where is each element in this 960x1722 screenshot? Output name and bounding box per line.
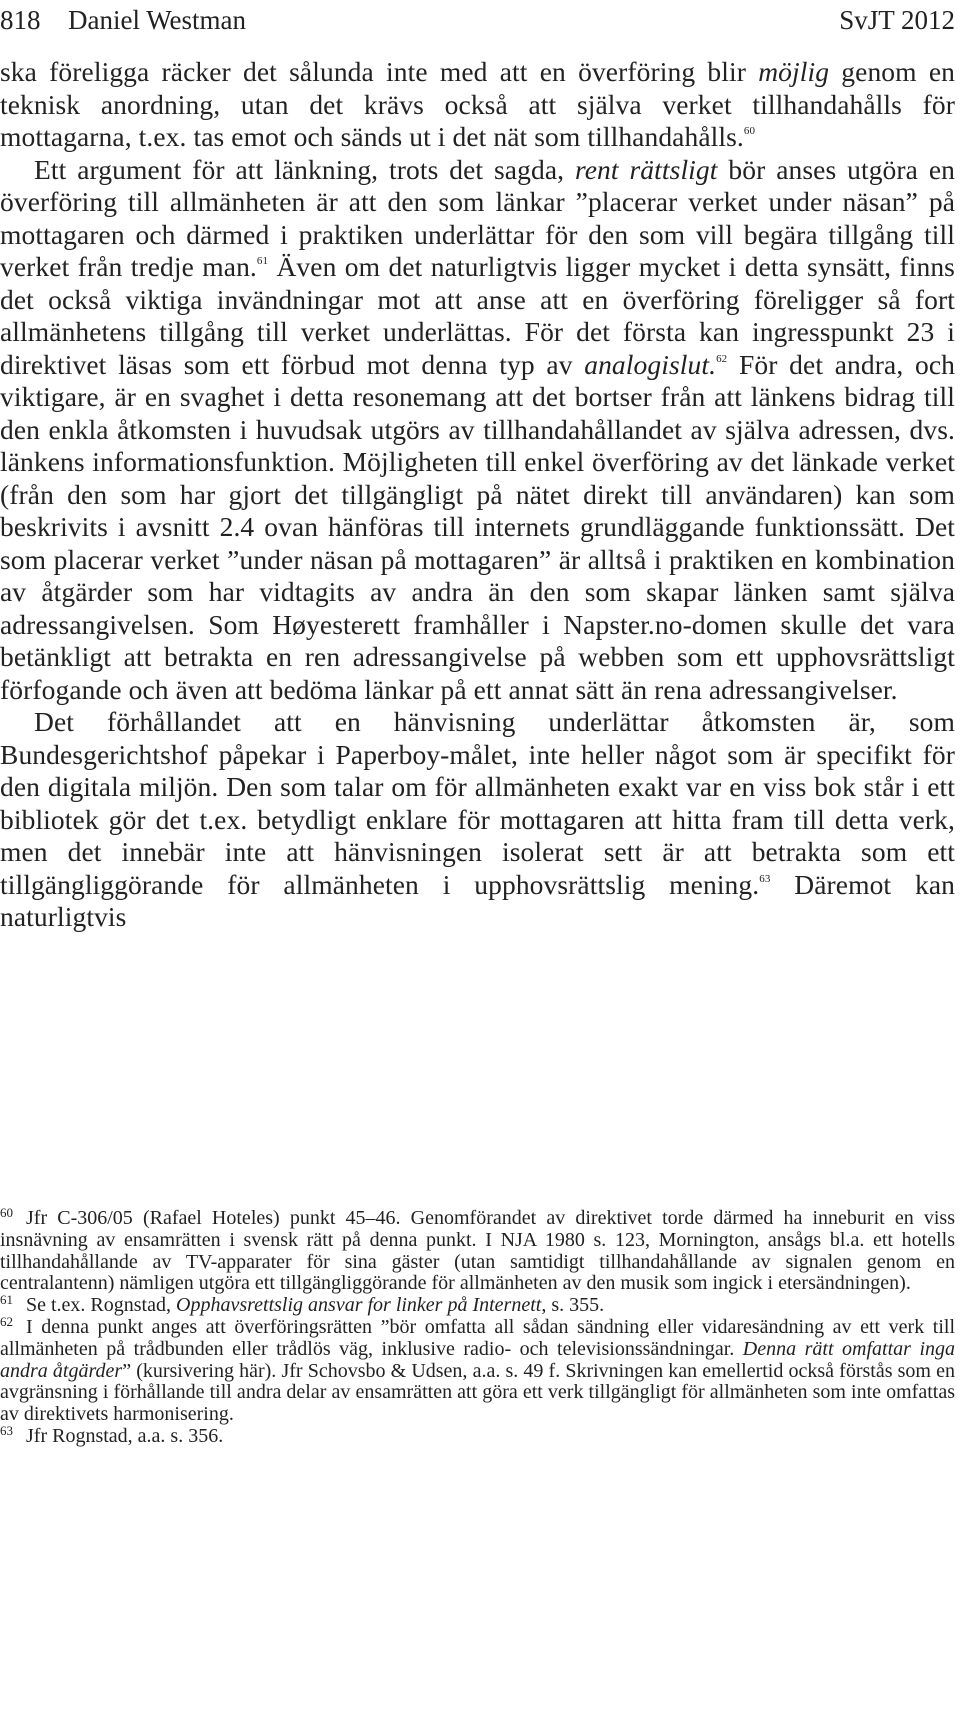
paragraph-1: ska föreligga räcker det sålunda inte med att en överföring blir möjlig genom en teknisk anordning, utan det krävs också att själva verket tillhandahålls för mottagarna, t.ex. tas emot och sänds ut i det nät som tillhandahålls.$^{60}$ xyxy=(0,56,955,152)
running-head-journal: SvJT 2012 xyxy=(839,5,955,35)
running-header xyxy=(0,0,955,40)
emphasis-rent-rattsligt: rent rättsligt xyxy=(574,153,718,185)
footnote-63: 63 Jfr Rognstad, a.a. s. 356. xyxy=(0,1422,224,1447)
footnote-61: 61 Se t.ex. Rognstad, Opphavsrettslig ansvar for linker på Internett, s. 355. xyxy=(0,1292,605,1317)
body-text xyxy=(0,56,955,934)
footnote-ref-61[interactable]: 61 xyxy=(256,255,269,267)
footnote-60: 60 Jfr C-306/05 (Rafael Hoteles) punkt 45–46. Genomförandet av direktivet torde därmed ha inneburit en viss insnävning av ensamrätten i svensk rätt på denna punkt. I NJA 1980 s. 123, Mornington, ansågs bl.a. ett hotells tillhandahållande av TV-apparater för sina gäster (utan samtidigt tillhandahållande av signalen genom en centralantenn) nämligen utgöra ett tillgängliggörande för allmänheten av den musik som ingick i etersändningen). xyxy=(0,1205,955,1295)
footnote-ref-60[interactable]: 60 xyxy=(743,125,756,137)
paragraph-2: Ett argument för att länkning, trots det sagda, rent rättsligt bör anses utgöra en överföring till allmänheten är att den som länkar ”placerar verket under näsan” på mottagaren och därmed i praktiken underlättar för den som vill begära tillgång till verket från tredje man.$^{61}$ Även om det naturligtvis ligger mycket i detta synsätt, finns det också viktiga invändningar mot att anse att en överföring föreligger så fort allmänhetens tillgång till verket underlättas. För det första kan ingresspunkt 23 i direktivet läsas som ett förbud mot denna typ av analogislut.$^{62}$ För det andra, och viktigare, är en svaghet i detta resonemang att det bortser från att länkens bidrag till den enkla åtkomsten i huvudsak utgörs av tillhandahållandet av själva adressen, dvs. länkens informationsfunktion. Möjligheten till enkel överföring av det länkade verket (från den som har gjort det tillgängligt på nätet direkt till användaren) kan som beskrivits i avsnitt 2.4 ovan hänföras till internets grundläggande funktionssätt. Det som placerar verket ”under näsan på mottagaren” är alltså i praktiken en kombination av åtgärder som har vidtagits av andra än den som skapar länken samt själva adressangivelsen. Som Høyesterett framhåller i Napster.no-domen skulle det vara betänkligt att betrakta en ren adressangivelse på webben som ett upphovsrättsligt förfogande och även att bedöma länkar på ett annat sätt än rena adressangivelser. xyxy=(0,153,955,705)
paragraph-3: Det förhållandet att en hänvisning underlättar åtkomsten är, som Bundesgerichtshof påpekar i Paperboy-målet, inte heller något som är specifikt för den digitala miljön. Den som talar om för allmänheten exakt var en viss bok står i ett bibliotek gör det t.ex. betydligt enklare för mottagaren att hitta fram till detta verk, men det innebär inte att hänvisningen isolerat sett är att betrakta som ett tillgängliggörande för allmänheten i upphovsrättslig mening.$^{63}$ Däremot kan naturligtvis xyxy=(0,706,955,932)
emphasis-mojlig: möjlig xyxy=(758,56,830,87)
running-head-author: Daniel Westman xyxy=(68,5,247,35)
footnote-62-emphasis: Denna rätt omfattar inga andra åtgärder xyxy=(0,1337,956,1382)
footnote-ref-63[interactable]: 63 xyxy=(759,872,771,885)
page-number: 818 xyxy=(0,5,41,35)
footnote-ref-62[interactable]: 62 xyxy=(716,352,728,365)
footnote-62: 62 I denna punkt anges att överföringsrätten ”bör omfatta all sådan sändning eller vidaresändning av ett verk till allmänheten på trådbunden eller trådlös väg, inklusive radio- och televisionssändningar. Denna rätt omfattar inga andra åtgärder” (kursivering här). Jfr Schovsbo & Udsen, a.a. s. 49 f. Skrivningen kan emellertid också förstås som en avgränsning i förhållande till andra delar av ensamrätten att göra ett verk tillgängligt för allmänheten som inte omfattas av direktivets harmonisering. xyxy=(0,1313,956,1426)
footnotes xyxy=(0,1205,956,1448)
footnote-61-title: Opphavsrettslig ansvar for linker på Internett xyxy=(176,1294,542,1317)
emphasis-analogislut: analogislut. xyxy=(584,348,717,380)
